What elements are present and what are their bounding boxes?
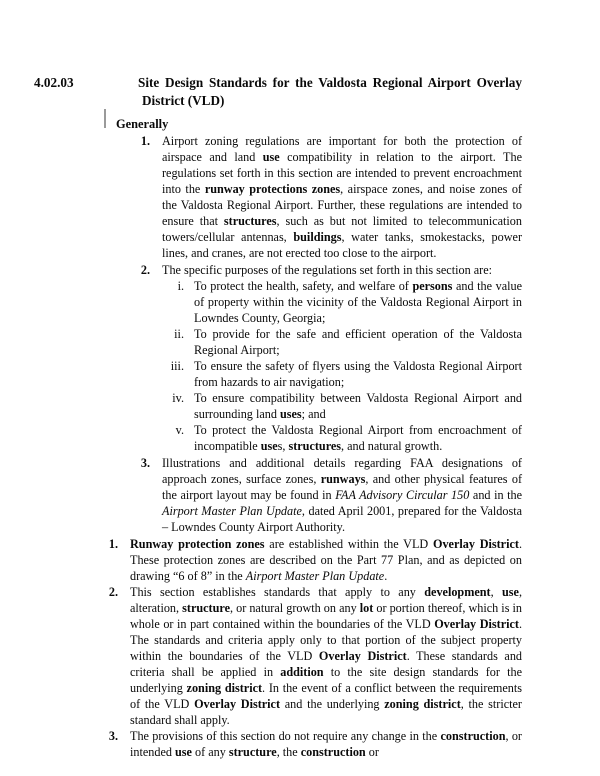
list-item-text (130, 584, 522, 728)
list-marker-number: 2. (108, 584, 118, 599)
glossary-term: development (424, 584, 491, 599)
list-item-text (130, 536, 522, 584)
text-run: , alteration, (130, 584, 523, 615)
text-run: , such as but not limited to telecommunication towers/cellular antennas, (162, 214, 522, 245)
glossary-term: zoning district (186, 681, 263, 696)
glossary-term: construction (300, 745, 366, 760)
list-marker-roman: ii. (174, 327, 184, 342)
text-run: are established within the VLD (264, 536, 433, 551)
text-run: or (365, 745, 379, 760)
generally-list (88, 133, 522, 535)
list-item (88, 455, 522, 535)
text-run: This section establishes standards that apply to any (130, 584, 425, 599)
text-run: , the (276, 745, 301, 760)
text-run: , the stricter standard shall apply. (130, 697, 522, 728)
list-item (162, 358, 522, 390)
page-title (34, 74, 522, 109)
list-marker-roman: v. (175, 423, 184, 438)
text-run: Airport zoning regulations are important for both the protection of airspace and land (162, 134, 522, 165)
text-run: , (490, 584, 503, 599)
text-run: and the underlying (280, 697, 385, 712)
text-run: or portion thereof, which is in whole or in part contained within the boundaries of the VLD (130, 600, 522, 631)
text-run: Illustrations and additional details regarding FAA designations of approach zones, surface zones, (162, 455, 522, 486)
standards-list (88, 536, 522, 761)
text-run: To protect the health, safety, and welfare of (194, 278, 413, 293)
glossary-term: zoning district (384, 697, 461, 712)
glossary-term: use (502, 584, 519, 599)
list-marker-number: 1. (140, 134, 150, 148)
text-run: of any (191, 745, 229, 760)
list-marker-roman: i. (177, 278, 184, 293)
cited-title: FAA Advisory Circular 150 (335, 488, 470, 503)
text-run: . In the event of a conflict between the requirements of the VLD (130, 681, 522, 712)
list-marker-number: 1. (108, 536, 118, 551)
text-run: . (384, 568, 388, 583)
text-run: to the site design standards for the underlying (130, 665, 522, 696)
glossary-term: construction (440, 729, 506, 744)
list-item (88, 133, 522, 261)
text-run: To ensure the safety of flyers using the Valdosta Regional Airport from hazards to air navigation; (194, 359, 522, 390)
text-run: To ensure compatibility between Valdosta Regional Airport and surrounding land (194, 391, 522, 422)
text-run: , or natural growth on any (229, 600, 360, 615)
list-item (88, 584, 522, 728)
text-run: compatibility in relation to the airport. The regulations set forth in this section are intended to prevent encroachment into the (162, 150, 523, 197)
purposes-sublist (162, 278, 522, 455)
glossary-term: structures (223, 214, 277, 229)
glossary-term: Overlay District (432, 536, 519, 551)
text-run: , water tanks, smokestacks, power lines, and cranes, are not erected too close to the airport. (162, 230, 522, 261)
glossary-term: use (175, 745, 192, 760)
list-item-text (194, 422, 522, 454)
list-marker-roman: iii. (170, 359, 184, 374)
glossary-term: runway protections zones (204, 182, 341, 197)
glossary-term: buildings (293, 230, 342, 245)
section-number: 4.02.03 (34, 75, 74, 90)
text-run: ; and (301, 407, 326, 422)
list-marker-roman: iv. (172, 391, 184, 406)
glossary-term: runways (320, 471, 366, 486)
list-item-text (130, 728, 522, 760)
glossary-term: Overlay District (434, 616, 519, 631)
text-run: . These protection zones are described on the Part 77 Plan, and as depicted on drawing “6 of 8” in the (130, 536, 522, 583)
glossary-term: lot (359, 600, 374, 615)
text-run: , dated April 2001, prepared for the Valdosta – Lowndes County Airport Authority. (162, 504, 522, 535)
glossary-term: use (262, 150, 280, 165)
glossary-term: use (260, 439, 278, 454)
text-run: , and other physical features of the airport layout may be found in (162, 471, 522, 503)
list-item (88, 536, 522, 584)
glossary-term: addition (280, 665, 324, 680)
list-item-text (194, 358, 522, 390)
text-run: , and natural growth. (341, 439, 443, 454)
section-title: Site Design Standards for the Valdosta Regional Airport Overlay District (VLD) (138, 75, 522, 108)
list-item-text (194, 326, 522, 358)
text-run: The specific purposes of the regulations set forth in this section are: (162, 262, 492, 277)
text-run: . These standards and criteria shall be applied in (130, 649, 523, 680)
list-marker-number: 3. (108, 729, 118, 744)
text-run: . The standards and criteria apply only to that portion of the subject property within the boundaries of the VLD (130, 616, 523, 663)
glossary-term: persons (412, 278, 453, 293)
cited-title: Airport Master Plan Update (162, 504, 302, 519)
text-run: To protect the Valdosta Regional Airport from encroachment of incompatible (194, 423, 522, 454)
list-item-text (162, 455, 522, 535)
list-item-text (162, 262, 522, 278)
list-item (162, 390, 522, 422)
list-item (162, 422, 522, 454)
text-run: To provide for the safe and efficient operation of the Valdosta Regional Airport; (194, 327, 522, 358)
list-item (88, 728, 522, 760)
glossary-term: structure (228, 745, 277, 760)
list-marker-number: 2. (140, 262, 150, 277)
text-run: and in the (469, 488, 522, 503)
list-item-text (162, 133, 522, 261)
revision-change-bar (104, 109, 106, 128)
text-run: s, (277, 439, 289, 454)
glossary-term: uses (279, 407, 302, 422)
glossary-term: Runway protection zones (130, 536, 265, 551)
list-item-text (194, 278, 522, 326)
list-item-text (194, 390, 522, 422)
text-run: , or intended (130, 729, 522, 760)
cited-title: Airport Master Plan Update (245, 568, 385, 583)
text-run: The provisions of this section do not require any change in the (130, 729, 441, 744)
list-item (162, 326, 522, 358)
glossary-term: structures (288, 439, 342, 454)
subhead-generally: Generally (116, 117, 169, 131)
list-item (162, 278, 522, 326)
glossary-term: Overlay District (318, 649, 407, 663)
list-marker-number: 3. (140, 455, 150, 470)
glossary-term: Overlay District (194, 697, 281, 712)
list-item (88, 262, 522, 455)
text-run: and the value of property within the vicinity of the Valdosta Regional Airport in Lowndes County, Georgia; (194, 278, 522, 326)
glossary-term: structure (182, 600, 230, 615)
text-run: , airspace zones, and noise zones of the Valdosta Regional Airport. Further, these regulations are intended to ensure that (162, 182, 522, 229)
